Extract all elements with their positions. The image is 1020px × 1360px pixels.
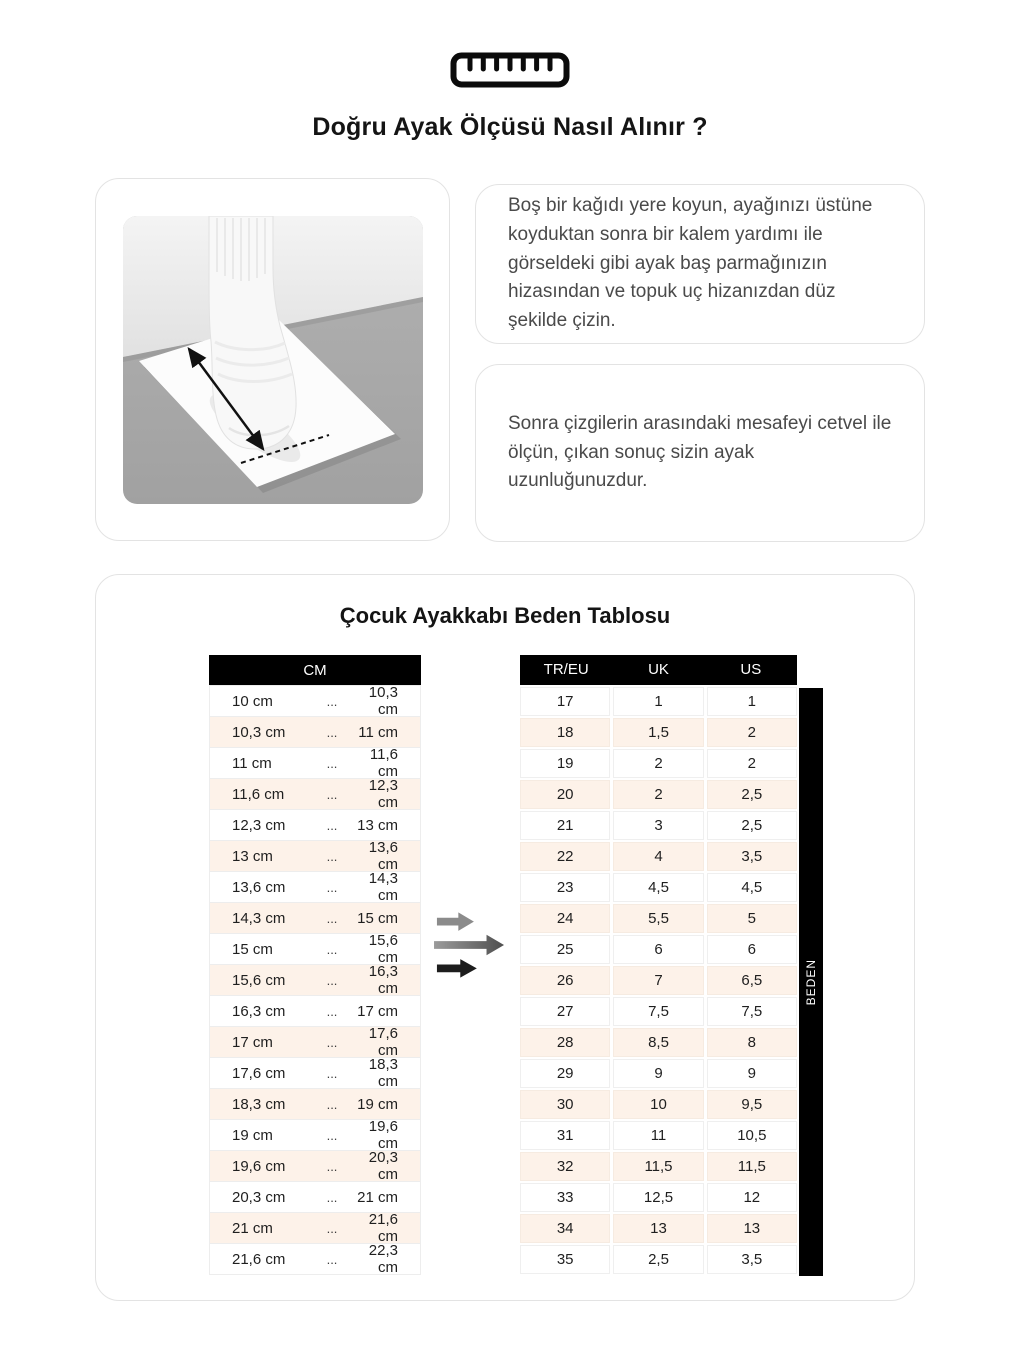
size-table-row <box>520 997 797 1026</box>
size-table-row <box>520 1152 797 1181</box>
size-table-row <box>520 780 797 809</box>
tr-eu-size: 17 <box>520 687 610 716</box>
range-dots: ... <box>326 910 338 926</box>
foot-measurement-photo <box>123 216 423 504</box>
size-table-body <box>520 687 797 1274</box>
uk-size: 5,5 <box>613 904 703 933</box>
us-size: 13 <box>707 1214 797 1243</box>
cm-table-row <box>210 1026 420 1057</box>
cm-to: 12,3 cm <box>368 777 398 811</box>
instruction-card-2 <box>475 364 925 542</box>
range-dots: ... <box>326 1251 338 1267</box>
tr-eu-size: 33 <box>520 1183 610 1212</box>
cm-to: 10,3 cm <box>368 684 398 718</box>
size-table-row <box>520 1245 797 1274</box>
tr-eu-size: 21 <box>520 811 610 840</box>
cm-from: 12,3 cm <box>232 816 286 834</box>
range-dots: ... <box>326 941 338 957</box>
range-dots: ... <box>326 1003 338 1019</box>
cm-from: 10,3 cm <box>232 723 286 741</box>
cm-from: 21,6 cm <box>232 1250 286 1268</box>
instruction-card-1 <box>475 184 925 344</box>
size-table-card <box>95 574 915 1301</box>
cm-from: 15,6 cm <box>232 971 286 989</box>
tr-eu-size: 19 <box>520 749 610 778</box>
us-size: 6 <box>707 935 797 964</box>
us-size: 12 <box>707 1183 797 1212</box>
cm-to: 14,3 cm <box>368 870 398 904</box>
size-table-row <box>520 1059 797 1088</box>
us-size: 10,5 <box>707 1121 797 1150</box>
header-tr-eu: TR/EU <box>543 661 589 678</box>
uk-size: 9 <box>613 1059 703 1088</box>
cm-to: 13,6 cm <box>368 839 398 873</box>
cm-table <box>209 655 421 1275</box>
range-dots: ... <box>326 848 338 864</box>
cm-from: 10 cm <box>232 692 273 710</box>
tr-eu-size: 34 <box>520 1214 610 1243</box>
cm-to: 13 cm <box>357 816 398 834</box>
tr-eu-size: 22 <box>520 842 610 871</box>
foot-photo-card <box>95 178 450 541</box>
size-table-row <box>520 811 797 840</box>
instruction-step-1: Boş bir kağıdı yere koyun, ayağınızı üstüne koyduktan sonra bir kalem yardımı ile görseldeki gibi ayak baş parmağınızın hizasından ve topuk uç hizanızdan düz şekilde çizin. <box>508 194 873 332</box>
tr-eu-size: 23 <box>520 873 610 902</box>
size-table-row <box>520 935 797 964</box>
uk-size: 2 <box>613 780 703 809</box>
cm-table-row <box>210 809 420 840</box>
range-dots: ... <box>326 879 338 895</box>
cm-to: 21,6 cm <box>368 1211 398 1245</box>
cm-table-row <box>210 1181 420 1212</box>
tr-eu-size: 18 <box>520 718 610 747</box>
cm-to: 16,3 cm <box>368 963 398 997</box>
cm-from: 17 cm <box>232 1033 273 1051</box>
uk-size: 6 <box>613 935 703 964</box>
instruction-step-2: Sonra çizgilerin arasındaki mesafeyi cetvel ile ölçün, çıkan sonuç sizin ayak uzunluğunuzdur. <box>508 412 892 492</box>
range-dots: ... <box>326 817 338 833</box>
uk-size: 8,5 <box>613 1028 703 1057</box>
size-table-row <box>520 687 797 716</box>
size-table-title: Çocuk Ayakkabı Beden Tablosu <box>339 603 671 628</box>
cm-to: 21 cm <box>357 1188 398 1206</box>
us-size: 3,5 <box>707 1245 797 1274</box>
cm-table-row <box>210 685 420 716</box>
cm-to: 15 cm <box>357 909 398 927</box>
us-size: 7,5 <box>707 997 797 1026</box>
cm-from: 17,6 cm <box>232 1064 286 1082</box>
cm-table-row <box>210 747 420 778</box>
triple-arrow-icon <box>432 910 508 980</box>
size-table-row <box>520 1121 797 1150</box>
cm-table-row <box>210 1119 420 1150</box>
uk-size: 4 <box>613 842 703 871</box>
cm-to: 11,6 cm <box>369 746 398 780</box>
range-dots: ... <box>326 724 338 740</box>
cm-from: 20,3 cm <box>232 1188 286 1206</box>
cm-table-header: CM <box>209 655 421 685</box>
cm-table-row <box>210 964 420 995</box>
beden-bar <box>799 688 823 1276</box>
uk-size: 7,5 <box>613 997 703 1026</box>
uk-size: 11 <box>613 1121 703 1150</box>
cm-table-row <box>210 1088 420 1119</box>
cm-to: 15,6 cm <box>368 932 398 966</box>
cm-from: 21 cm <box>232 1219 273 1237</box>
us-size: 2 <box>707 718 797 747</box>
cm-table-row <box>210 902 420 933</box>
range-dots: ... <box>326 1065 338 1081</box>
tr-eu-size: 31 <box>520 1121 610 1150</box>
cm-from: 11 cm <box>232 754 272 772</box>
tr-eu-size: 20 <box>520 780 610 809</box>
page-title: Doğru Ayak Ölçüsü Nasıl Alınır ? <box>312 113 708 141</box>
uk-size: 13 <box>613 1214 703 1243</box>
range-dots: ... <box>326 1189 338 1205</box>
cm-to: 17 cm <box>357 1002 398 1020</box>
ruler-icon <box>450 52 570 93</box>
cm-table-row <box>210 1212 420 1243</box>
cm-table-row <box>210 840 420 871</box>
tr-eu-size: 28 <box>520 1028 610 1057</box>
tr-eu-size: 25 <box>520 935 610 964</box>
cm-to: 19 cm <box>357 1095 398 1113</box>
size-table-header <box>520 655 797 685</box>
us-size: 3,5 <box>707 842 797 871</box>
size-table-row <box>520 842 797 871</box>
uk-size: 10 <box>613 1090 703 1119</box>
cm-table-row <box>210 995 420 1026</box>
range-dots: ... <box>326 1034 338 1050</box>
range-dots: ... <box>326 972 338 988</box>
size-table-row <box>520 749 797 778</box>
tr-eu-size: 24 <box>520 904 610 933</box>
size-table-row <box>520 904 797 933</box>
range-dots: ... <box>326 693 338 709</box>
uk-size: 7 <box>613 966 703 995</box>
cm-to: 22,3 cm <box>368 1242 398 1276</box>
tr-eu-size: 30 <box>520 1090 610 1119</box>
uk-size: 4,5 <box>613 873 703 902</box>
size-table-row <box>520 873 797 902</box>
cm-table-body <box>209 685 421 1275</box>
range-dots: ... <box>326 786 338 802</box>
cm-from: 16,3 cm <box>232 1002 286 1020</box>
size-table-row <box>520 1214 797 1243</box>
cm-from: 13,6 cm <box>232 878 286 896</box>
size-table-row <box>520 1028 797 1057</box>
cm-table-row <box>210 778 420 809</box>
header-us: US <box>740 661 762 678</box>
us-size: 5 <box>707 904 797 933</box>
header-uk: UK <box>648 661 669 678</box>
tr-eu-size: 35 <box>520 1245 610 1274</box>
uk-size: 1 <box>613 687 703 716</box>
tr-eu-size: 26 <box>520 966 610 995</box>
cm-from: 14,3 cm <box>232 909 286 927</box>
range-dots: ... <box>326 1096 338 1112</box>
arrows-gap <box>421 655 520 1276</box>
size-table <box>520 655 797 1276</box>
cm-from: 19 cm <box>232 1126 273 1144</box>
us-size: 4,5 <box>707 873 797 902</box>
size-table-row <box>520 1183 797 1212</box>
uk-size: 2,5 <box>613 1245 703 1274</box>
cm-table-row <box>210 1243 420 1274</box>
cm-from: 18,3 cm <box>232 1095 286 1113</box>
tr-eu-size: 29 <box>520 1059 610 1088</box>
how-to-section <box>95 178 925 542</box>
us-size: 1 <box>707 687 797 716</box>
us-size: 8 <box>707 1028 797 1057</box>
cm-from: 13 cm <box>232 847 273 865</box>
cm-to: 11 cm <box>358 723 398 741</box>
uk-size: 3 <box>613 811 703 840</box>
us-size: 9 <box>707 1059 797 1088</box>
cm-to: 20,3 cm <box>368 1149 398 1183</box>
us-size: 11,5 <box>707 1152 797 1181</box>
tr-eu-size: 32 <box>520 1152 610 1181</box>
range-dots: ... <box>326 755 338 771</box>
cm-table-row <box>210 871 420 902</box>
cm-to: 19,6 cm <box>368 1118 398 1152</box>
cm-to: 18,3 cm <box>368 1056 398 1090</box>
uk-size: 1,5 <box>613 718 703 747</box>
range-dots: ... <box>326 1158 338 1174</box>
us-size: 2 <box>707 749 797 778</box>
us-size: 2,5 <box>707 811 797 840</box>
size-table-row <box>520 718 797 747</box>
ruler-icon-wrap <box>0 0 1020 93</box>
tables-row <box>96 655 914 1276</box>
range-dots: ... <box>326 1220 338 1236</box>
tr-eu-size: 27 <box>520 997 610 1026</box>
cm-from: 11,6 cm <box>232 785 285 803</box>
us-size: 2,5 <box>707 780 797 809</box>
cm-table-row <box>210 933 420 964</box>
instruction-cards <box>475 184 925 542</box>
beden-label: BEDEN <box>804 958 818 1006</box>
size-table-row <box>520 966 797 995</box>
us-size: 6,5 <box>707 966 797 995</box>
uk-size: 11,5 <box>613 1152 703 1181</box>
cm-from: 15 cm <box>232 940 273 958</box>
uk-size: 12,5 <box>613 1183 703 1212</box>
us-size: 9,5 <box>707 1090 797 1119</box>
size-table-row <box>520 1090 797 1119</box>
cm-from: 19,6 cm <box>232 1157 286 1175</box>
uk-size: 2 <box>613 749 703 778</box>
cm-table-row <box>210 1150 420 1181</box>
range-dots: ... <box>326 1127 338 1143</box>
cm-table-row <box>210 716 420 747</box>
cm-to: 17,6 cm <box>368 1025 398 1059</box>
cm-table-row <box>210 1057 420 1088</box>
